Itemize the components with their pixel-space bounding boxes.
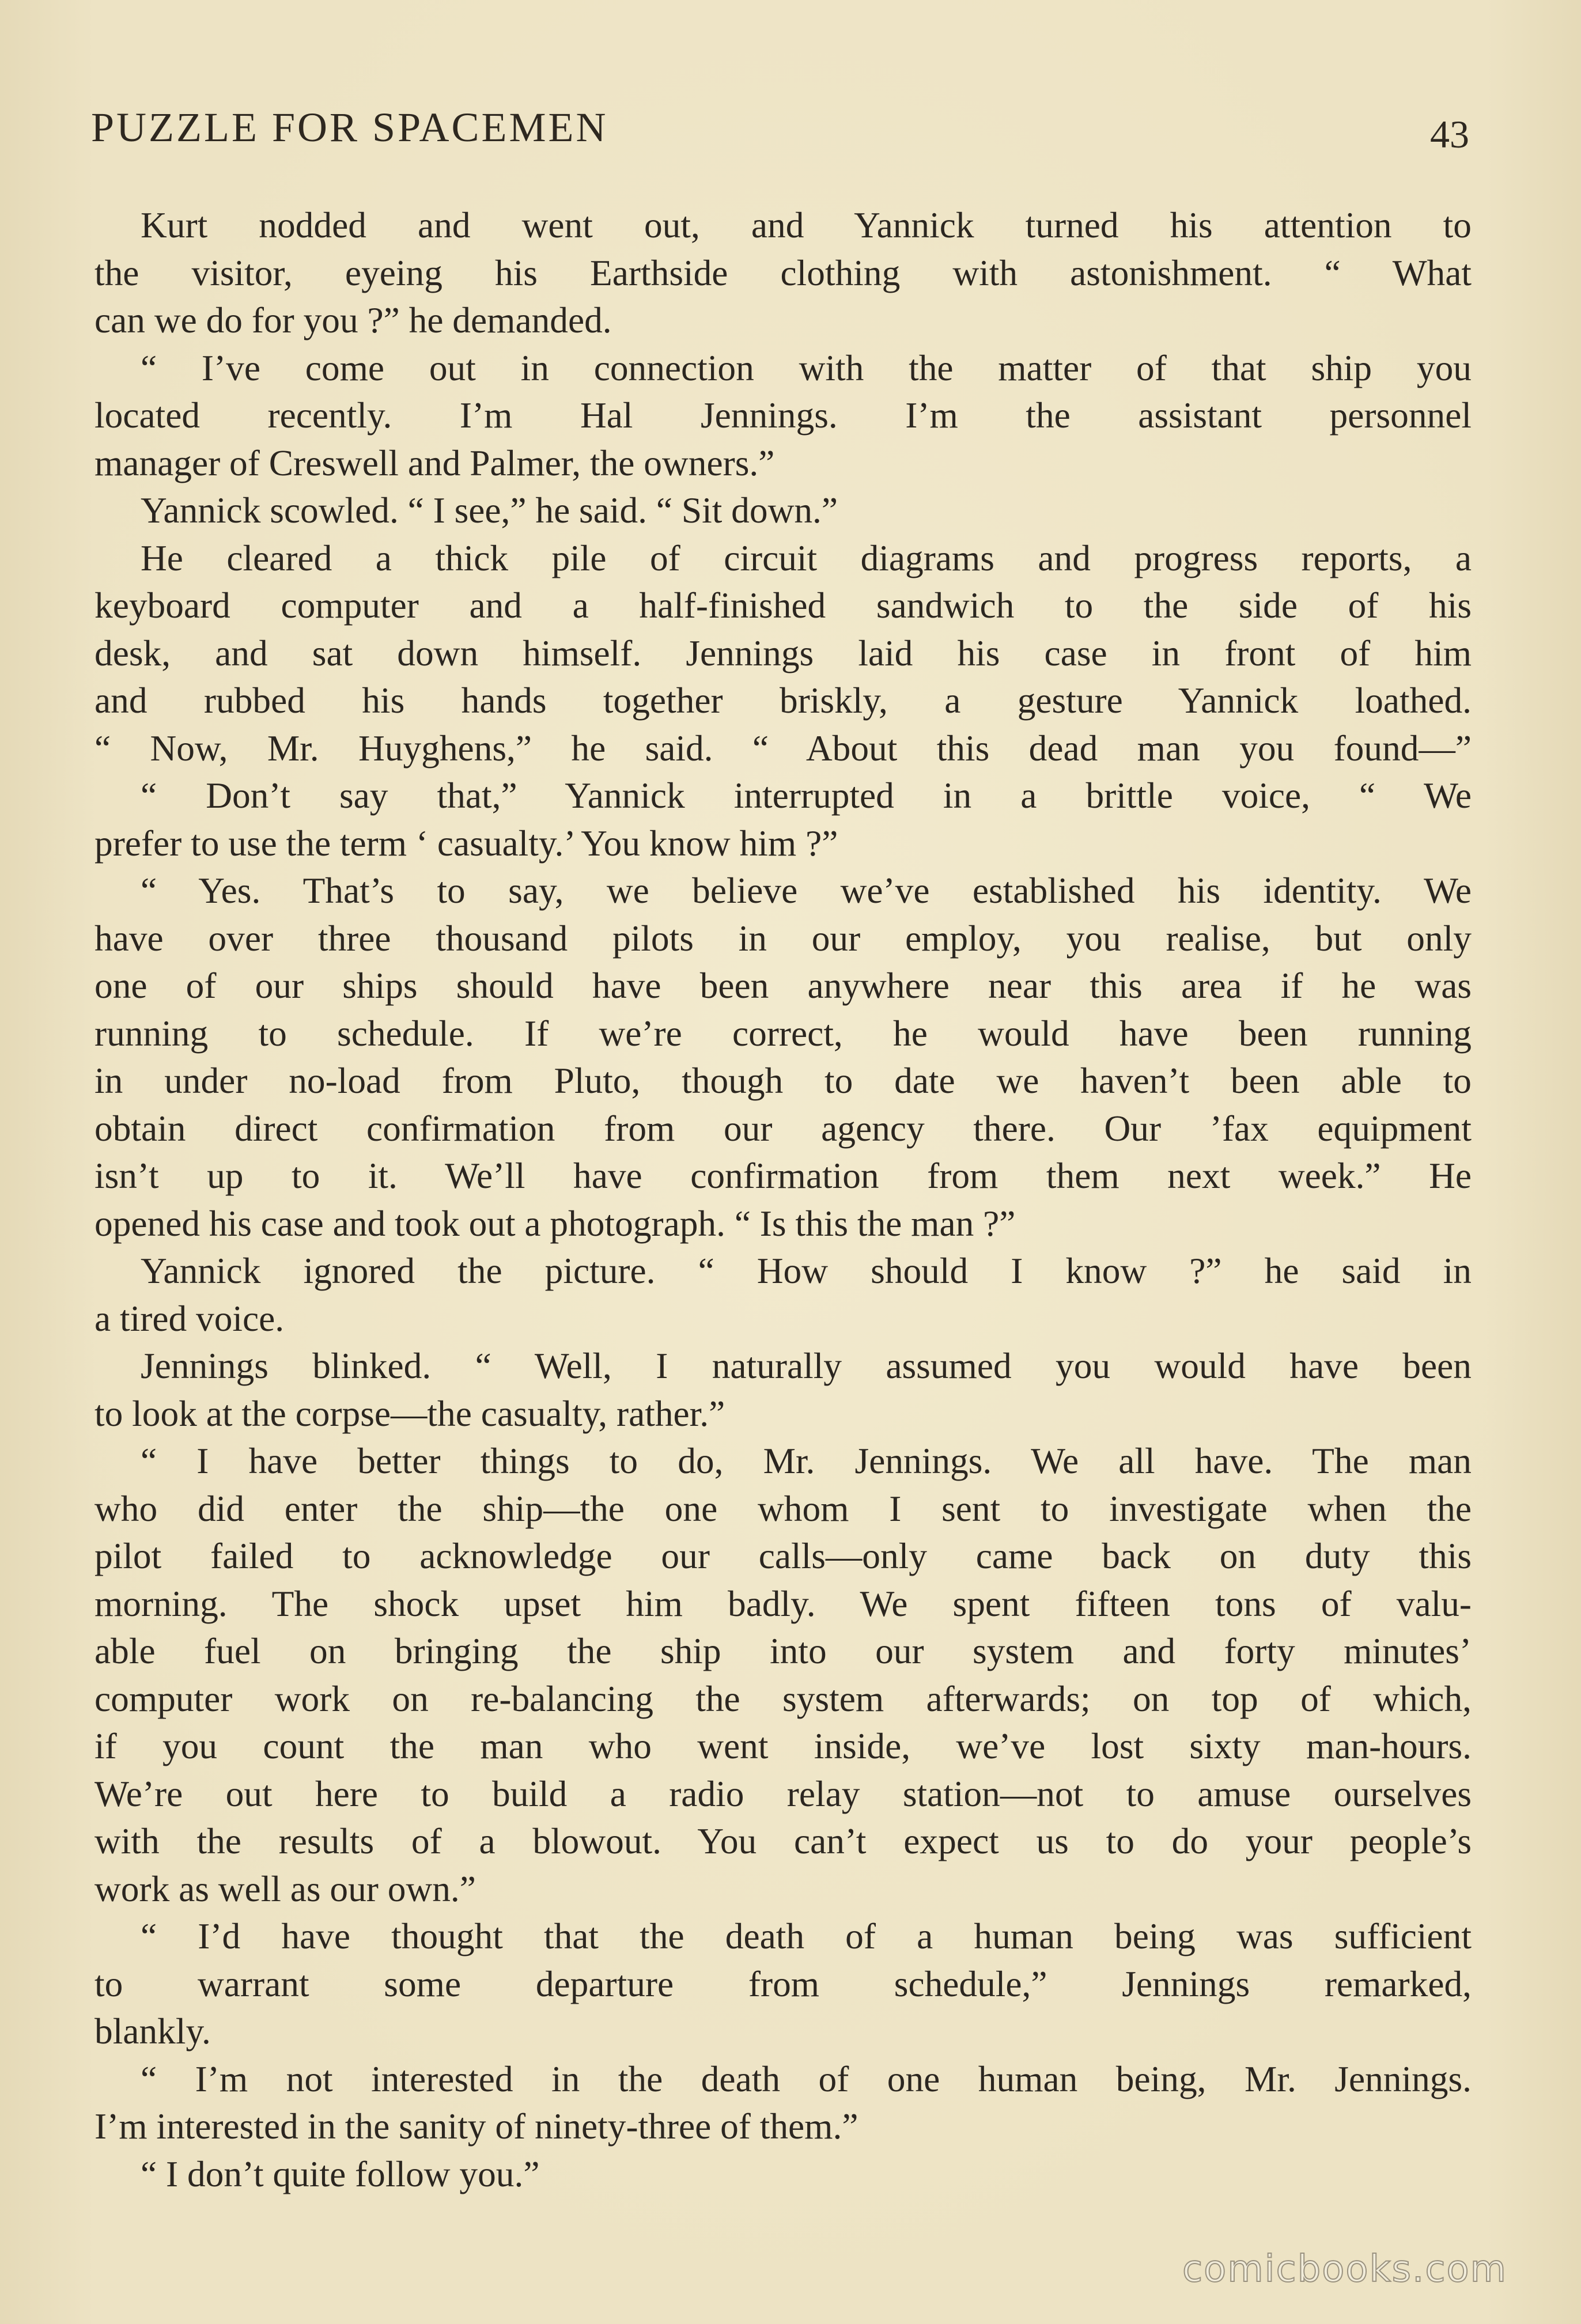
text-line: a tired voice. <box>94 1298 285 1339</box>
text-line: prefer to use the term ‘ casualty.’ You know him ?” <box>94 823 838 864</box>
text-line: Yannick scowled. “ I see,” he said. “ Sit down.” <box>141 490 838 531</box>
text-line: in under no-load from Pluto, though to date we haven’t been able to <box>94 1061 1472 1101</box>
text-line: “ I have better things to do, Mr. Jennings. We all have. The man <box>141 1441 1472 1481</box>
text-line: the visitor, eyeing his Earthside clothing with astonishment. “ What <box>94 252 1472 293</box>
text-line: with the results of a blowout. You can’t expect us to do your people’s <box>94 1821 1472 1861</box>
text-line: “ I’ve come out in connection with the matter of that ship you <box>141 347 1472 388</box>
text-line: blankly. <box>94 2011 211 2052</box>
text-line: “ Now, Mr. Huyghens,” he said. “ About this dead man you found—” <box>94 728 1472 769</box>
text-line: “ Yes. That’s to say, we believe we’ve established his identity. We <box>141 870 1472 911</box>
text-line: can we do for you ?” he demanded. <box>94 300 612 340</box>
text-line: “ Don’t say that,” Yannick interrupted in a brittle voice, “ We <box>141 775 1472 816</box>
text-line: opened his case and took out a photograph. “ Is this the man ?” <box>94 1203 1016 1244</box>
text-line: pilot failed to acknowledge our calls—only came back on duty this <box>94 1536 1472 1576</box>
text-line: desk, and sat down himself. Jennings laid his case in front of him <box>94 633 1472 673</box>
text-line: “ I’d have thought that the death of a human being was sufficient <box>141 1916 1472 1956</box>
running-header <box>91 104 1469 167</box>
text-line: computer work on re-balancing the system afterwards; on top of which, <box>94 1678 1472 1719</box>
text-line: “ I don’t quite follow you.” <box>141 2153 540 2194</box>
text-line: Jennings blinked. “ Well, I naturally assumed you would have been <box>141 1346 1472 1386</box>
text-line: isn’t up to it. We’ll have confirmation from them next week.” He <box>94 1156 1472 1196</box>
text-line: one of our ships should have been anywhere near this area if he was <box>94 966 1472 1006</box>
text-line: who did enter the ship—the one whom I sent to investigate when the <box>94 1488 1472 1529</box>
page-number: 43 <box>1430 112 1469 156</box>
watermark-logo: comicbooks.com <box>1182 2248 1507 2291</box>
body-text <box>94 202 1472 2198</box>
text-line: located recently. I’m Hal Jennings. I’m the assistant personnel <box>94 395 1472 436</box>
text-line: able fuel on bringing the ship into our system and forty minutes’ <box>94 1631 1472 1671</box>
running-title: PUZZLE FOR SPACEMEN <box>91 104 608 150</box>
text-line: if you count the man who went inside, we’ve lost sixty man-hours. <box>94 1726 1472 1766</box>
text-line: morning. The shock upset him badly. We spent fifteen tons of valu- <box>94 1583 1472 1624</box>
text-line: obtain direct confirmation from our agency there. Our ’fax equipment <box>94 1108 1472 1149</box>
text-line: Kurt nodded and went out, and Yannick turned his attention to <box>141 205 1472 245</box>
text-line: running to schedule. If we’re correct, he would have been running <box>94 1013 1472 1054</box>
text-line: manager of Creswell and Palmer, the owners.” <box>94 442 775 483</box>
text-line: and rubbed his hands together briskly, a gesture Yannick loathed. <box>94 680 1472 721</box>
text-line: keyboard computer and a half-finished sandwich to the side of his <box>94 585 1472 626</box>
text-line: Yannick ignored the picture. “ How should I know ?” he said in <box>141 1251 1472 1291</box>
text-line: He cleared a thick pile of circuit diagrams and progress reports, a <box>141 538 1472 578</box>
text-line: have over three thousand pilots in our employ, you realise, but only <box>94 918 1472 959</box>
text-line: “ I’m not interested in the death of one human being, Mr. Jennings. <box>141 2058 1472 2099</box>
text-line: to look at the corpse—the casualty, rather.” <box>94 1393 725 1434</box>
text-line: to warrant some departure from schedule,” Jennings remarked, <box>94 1963 1472 2004</box>
text-line: work as well as our own.” <box>94 1868 476 1909</box>
text-line: We’re out here to build a radio relay station—not to amuse ourselves <box>94 1773 1472 1814</box>
text-line: I’m interested in the sanity of ninety-three of them.” <box>94 2106 858 2147</box>
